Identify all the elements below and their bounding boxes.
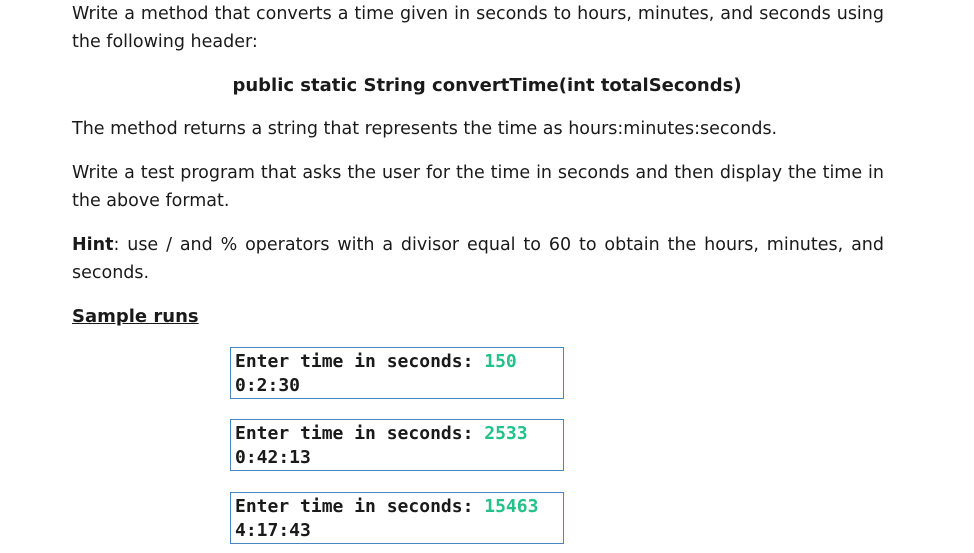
test-program-paragraph: Write a test program that asks the user for the time in seconds and then display the time in the above format.: [72, 163, 884, 211]
sample-run-box: [230, 347, 564, 399]
hint-label: Hint: [72, 235, 114, 255]
console-prompt: Enter time in seconds:: [235, 496, 485, 517]
console-output: 0:2:30: [235, 375, 301, 396]
console-user-input: 2533: [484, 423, 528, 444]
intro-paragraph: Write a method that converts a time given in seconds to hours, minutes, and seconds using the following header:: [72, 4, 884, 52]
console-prompt-line: [235, 422, 563, 446]
console-prompt-line: [235, 495, 563, 519]
console-prompt: Enter time in seconds:: [235, 423, 485, 444]
console-user-input: 15463: [484, 496, 539, 517]
console-prompt-line: [235, 350, 563, 374]
hint-text: : use / and % operators with a divisor equal to 60 to obtain the hours, minutes, and seconds.: [72, 235, 884, 283]
console-output: 4:17:43: [235, 520, 311, 541]
sample-run-box: [230, 492, 564, 544]
console-prompt: Enter time in seconds:: [235, 351, 485, 372]
sample-run-box: [230, 419, 564, 471]
sample-runs-heading: Sample runs: [72, 306, 199, 327]
method-signature: public static String convertTime(int totalSeconds): [232, 75, 742, 96]
console-user-input: 150: [484, 351, 517, 372]
console-output: 0:42:13: [235, 447, 311, 468]
hint-paragraph: [72, 231, 884, 287]
returns-paragraph: The method returns a string that represents the time as hours:minutes:seconds.: [72, 119, 778, 139]
